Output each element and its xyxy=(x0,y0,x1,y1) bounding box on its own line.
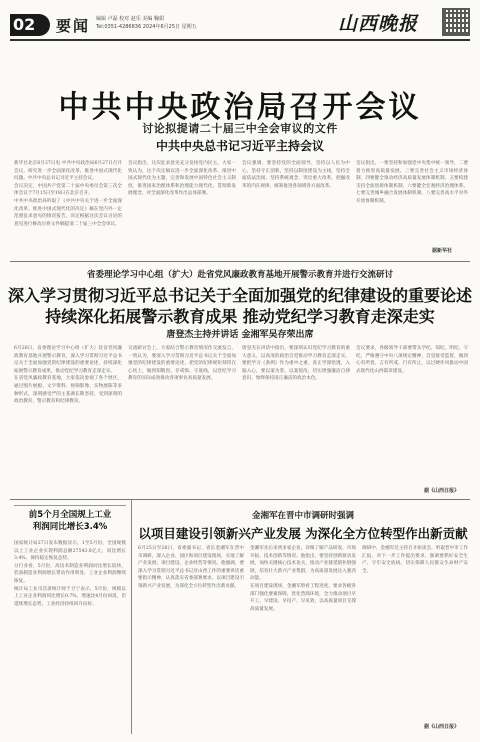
lead-subheadline: 讨论拟提请二十届三中全会审议的文件 xyxy=(142,122,338,135)
story2-byline: 唐登杰主持并讲话 金湘军吴存荣出席 xyxy=(166,330,314,340)
story2-column-3 xyxy=(242,345,350,495)
story3-paragraph: 金湘军先后来到多家企业，详细了解产品研发、市场开拓、技术创新等情况。他指出，要坚持创新驱动发展，加快关键核心技术攻关，推动产业链延链补链强链，培育壮大新兴产业集群，为高质量发展注入强劲动能。 xyxy=(250,546,356,582)
story3-column-2 xyxy=(250,545,356,730)
story3-paragraph: 6月25日至26日，省委副书记、省长金湘军在晋中市调研，深入企业、园区和项目建设现场，实地了解产业发展、项目建设、企业经营等情况。他强调，要深入学习贯彻习近平总书记对山西工作的重要讲话重要指示精神，认真落实省委部署要求，以项目建设引领新兴产业发展，为深化全方位转型作出新贡献。 xyxy=(138,546,244,589)
lead-paragraph: 新华社北京6月27日电 中共中央政治局6月27日召开会议，研究进一步全面深化改革、推进中国式现代化问题。中共中央总书记习近平主持会议。 xyxy=(14,161,122,182)
masthead xyxy=(0,0,480,44)
story2-paragraph: 唐登杰在讲话中指出，要深刻认识党纪学习教育的重大意义，以高度的政治自觉推动学习教育走深走实，要把学习《条例》作为重中之重，真正学深悟透、入脑入心，要以案为鉴、以案促改，切实增强廉洁自律意识，始终保持清正廉洁的政治本色。 xyxy=(242,346,350,382)
side-paragraph: 国家统计局27日发布数据显示，1至5月份，全国规模以上工业企业实现利润总额27543.8亿元，同比增长3.4%，保持稳定恢复态势。 xyxy=(14,541,126,562)
story2-headline-1: 深入学习贯彻习近平总书记关于全面加强党的纪律建设的重要论述 xyxy=(7,286,472,305)
section-name: 要闻 xyxy=(56,17,91,35)
story3-headline: 以项目建设引领新兴产业发展 为深化全方位转型作出新贡献 xyxy=(138,526,468,541)
side-paragraph: 分行业看，5月份，高技术制造业利润同比增长较快，装备制造业利润增长带动作用明显，工业企业利润继续恢复。 xyxy=(14,563,126,584)
side-column xyxy=(14,540,126,730)
newspaper-logo: 山西晚报 xyxy=(338,13,419,35)
lead-headline: 中共中央政治局召开会议 xyxy=(58,90,422,125)
qr-code-icon xyxy=(442,8,470,36)
masthead-rule xyxy=(10,39,470,41)
lead-column-2 xyxy=(128,160,236,256)
date-line: Tel:0351-4286836 2024年6月25日 星期五 xyxy=(96,24,197,30)
story3-column-1 xyxy=(138,545,244,730)
section-divider xyxy=(10,499,470,500)
story3-paragraph: 调研中，金湘军还主持召开座谈会，听取晋中市工作汇报，对下一步工作提出要求，强调要抓好安全生产，守牢安全底线，切实保障人民群众生命财产安全。 xyxy=(362,546,468,574)
editors-info xyxy=(96,15,197,31)
side-paragraph: 统计局工业司首席统计师于卫宁表示，5月份，规模以上工业企业利润同比增长0.7%，增速比4月份回落，但延续增长态势，工业经济持续回升向好。 xyxy=(14,586,126,607)
story3-signoff: 据《山西日报》 xyxy=(424,724,460,730)
lead-paragraph: 会议指出，一要坚持和加强党中央集中统一领导，二要着力推进高质量发展，三要完善社会主义市场经济体制，四要健全推动经济高质量发展体制机制，五要构建支持全面创新体制机制，六要健全宏观经济治理体系，七要完善城乡融合发展体制机制，八要完善高水平对外开放体制机制。 xyxy=(356,161,468,204)
side-headline-1: 前5个月全国规上工业 xyxy=(28,510,112,520)
page-number: 02 xyxy=(10,14,50,36)
story2-signoff: 据《山西日报》 xyxy=(424,488,460,494)
lead-column-1 xyxy=(14,160,122,256)
story3-kicker: 金湘军在晋中市调研时强调 xyxy=(251,511,354,521)
section-divider xyxy=(10,261,470,262)
lead-signoff: 据新华社 xyxy=(432,248,453,254)
column-rule xyxy=(131,500,132,734)
story2-headline-2: 持续深化拓展警示教育成果 推动党纪学习教育走深走实 xyxy=(45,307,435,326)
story2-column-1 xyxy=(14,345,122,495)
lead-column-3 xyxy=(242,160,350,256)
lead-subheadline-2: 中共中央总书记习近平主持会议 xyxy=(155,139,324,153)
lead-paragraph: 会议指出，这次征求意见充分发扬党内民主，大家一致认为，这个决定稿以进一步全面深化改革、推进中国式现代化为主题，完善和发展中国特色社会主义制度，推进国家治理体系和治理能力现代化，贯彻新发展理念，对全面深化改革作出总体部署。 xyxy=(128,161,236,197)
editors-line: 编辑 卢磊 校对 赵乐 美编 鞠娟 xyxy=(96,16,164,22)
story2-paragraph: 在省党风廉政教育基地，大家依次参观了各个展区，通过图片展板、文字资料、视频影像、实物展陈等多种形式，深刻感受严的主基调长期坚持，受到深刻的政治教育、警示教育和纪律教育。 xyxy=(14,376,122,405)
story2-column-4 xyxy=(356,345,468,485)
story3-paragraph: 在项目建设现场，金湘军察看工程进度，要求各级各部门强化要素保障，优化营商环境，全力推动项目早开工、早建设、早投产、早见效，以高质量项目支撑高质量发展。 xyxy=(250,583,356,612)
story2-kicker: 省委理论学习中心组（扩大）赴省党风廉政教育基地开展警示教育并进行交流研讨 xyxy=(86,270,393,280)
story2-column-2 xyxy=(128,345,236,495)
lead-paragraph: 会议强调，要坚持党的全面领导，坚持以人民为中心，坚持守正创新，坚持以制度建设为主线，坚持全面依法治国，坚持系统观念，突出重大改革，把握改革的内在规律，统筹推进各领域各方面改革。 xyxy=(242,161,350,189)
story2-paragraph: 交流研讨会上，大家结合警示教育情况作交流发言，一致认为，要深入学习贯彻习近平总书记关于全面加强党的纪律建设的重要论述，把党的纪律规矩刻印在心坎上，做到知敬畏、存戒惧、守底线，以党纪学习教育的实际成效推动各项事业高质量发展。 xyxy=(128,346,236,382)
story2-paragraph: 6月26日，省委理论学习中心组（扩大）赴省党风廉政教育基地开展警示教育，深入学习贯彻习近平总书记关于全面加强党的纪律建设的重要论述，持续深化拓展警示教育成果，推动党纪学习教育走深走实。 xyxy=(14,346,122,374)
lead-column-4 xyxy=(356,160,468,246)
story3-column-3 xyxy=(362,545,468,721)
side-headline-2: 利润同比增长3.4% xyxy=(32,522,108,532)
lead-paragraph: 中共中央政治局听取了《中共中央关于进一步全面深化改革、推进中国式现代化的决定》稿在党内外一定范围征求意见的情况报告，决定根据这次会议讨论的意见进行修改后将文件稿提请二十届三中全会审议。 xyxy=(14,198,122,227)
lead-paragraph: 会议决定，中国共产党第二十届中央委员会第三次全体会议于7月15日至18日在北京召开。 xyxy=(14,183,122,197)
story2-paragraph: 会议要求，各级领导干部要带头学纪、知纪、明纪、守纪，严格遵守中央八项规定精神，自觉接受监督，做到心有所畏、言有所戒、行有所止，以过硬作风推动中国式现代化山西篇章建设。 xyxy=(356,346,468,374)
